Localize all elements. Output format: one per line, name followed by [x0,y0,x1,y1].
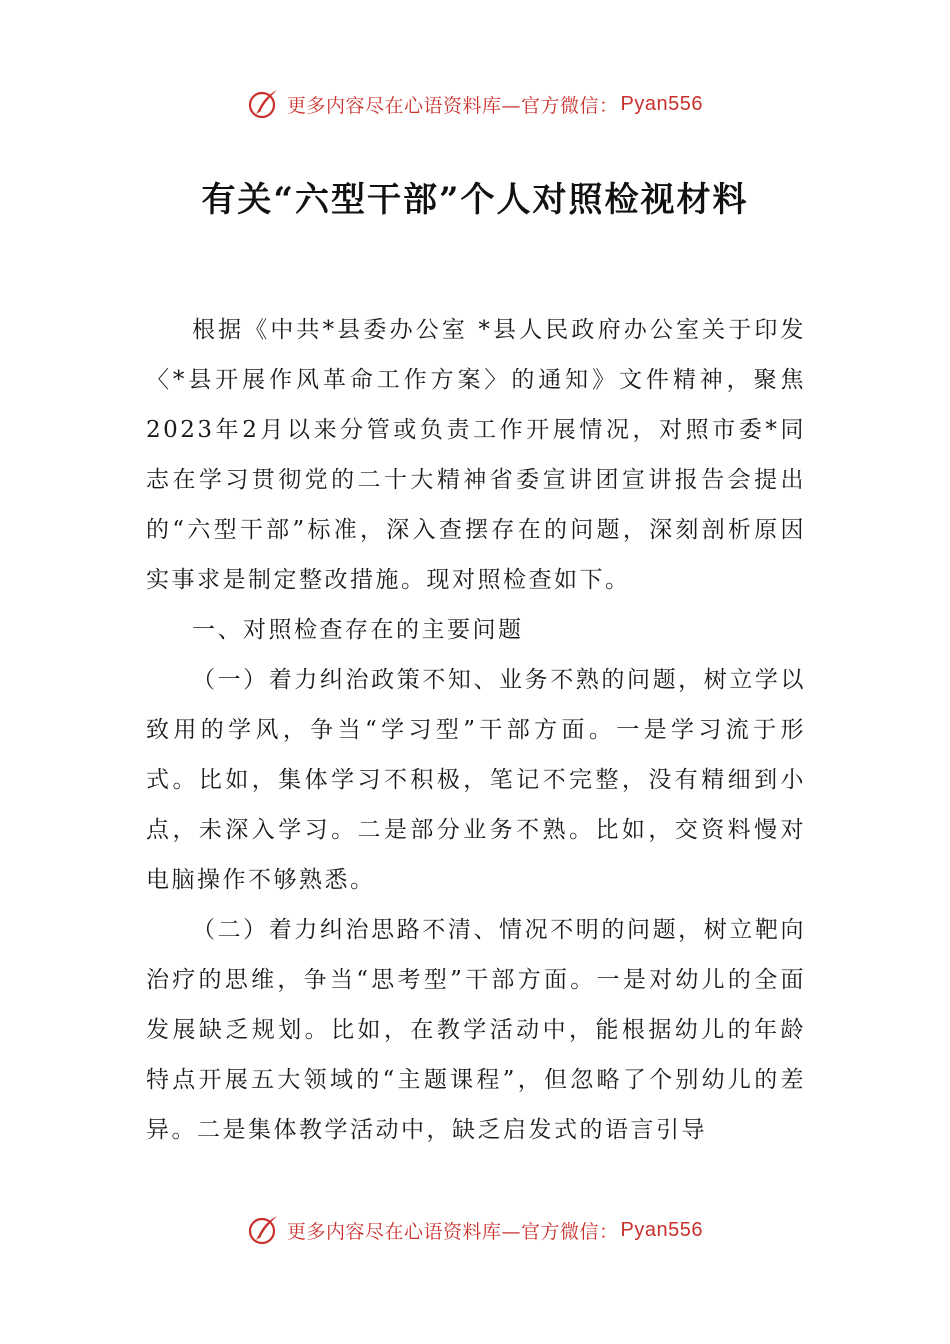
document-title: 有关“六型干部”个人对照检视材料 [201,180,749,220]
footer-watermark [0,1210,950,1250]
document-body [146,305,806,1155]
quill-pen-icon [247,87,281,121]
watermark-wechat-id: Pyan556 [620,92,703,115]
section-heading-1: 一、对照检查存在的主要问题 [192,617,524,643]
watermark-text: 更多内容尽在心语资料库—官方微信： [287,1220,619,1243]
quill-pen-icon [247,1213,281,1247]
watermark-text: 更多内容尽在心语资料库—官方微信： [287,94,619,117]
paragraph-item-2: （二）着力纠治思路不清、情况不明的问题，树立靶向治疗的思维，争当“思考型”干部方面。一是对幼儿的全面发展缺乏规划。比如，在教学活动中，能根据幼儿的年龄特点开展五大领域的“主题课程”，但忽略了个别幼儿的差异。二是集体教学活动中，缺乏启发式的语言引导 [146,917,806,1143]
header-watermark [0,84,950,124]
paragraph-item-1: （一）着力纠治政策不知、业务不熟的问题，树立学以致用的学风，争当“学习型”干部方面。一是学习流于形式。比如，集体学习不积极，笔记不完整，没有精细到小点，未深入学习。二是部分业务不熟。比如，交资料慢对电脑操作不够熟悉。 [146,667,806,893]
watermark-wechat-id: Pyan556 [620,1218,703,1241]
paragraph-intro: 根据《中共*县委办公室 *县人民政府办公室关于印发〈*县开展作风革命工作方案〉的通知》文件精神，聚焦2023年2月以来分管或负责工作开展情况，对照市委*同志在学习贯彻党的二十大精神省委宣讲团宣讲报告会提出的“六型干部”标准，深入查摆存在的问题，深刻剖析原因实事求是制定整改措施。现对照检查如下。 [146,317,806,593]
